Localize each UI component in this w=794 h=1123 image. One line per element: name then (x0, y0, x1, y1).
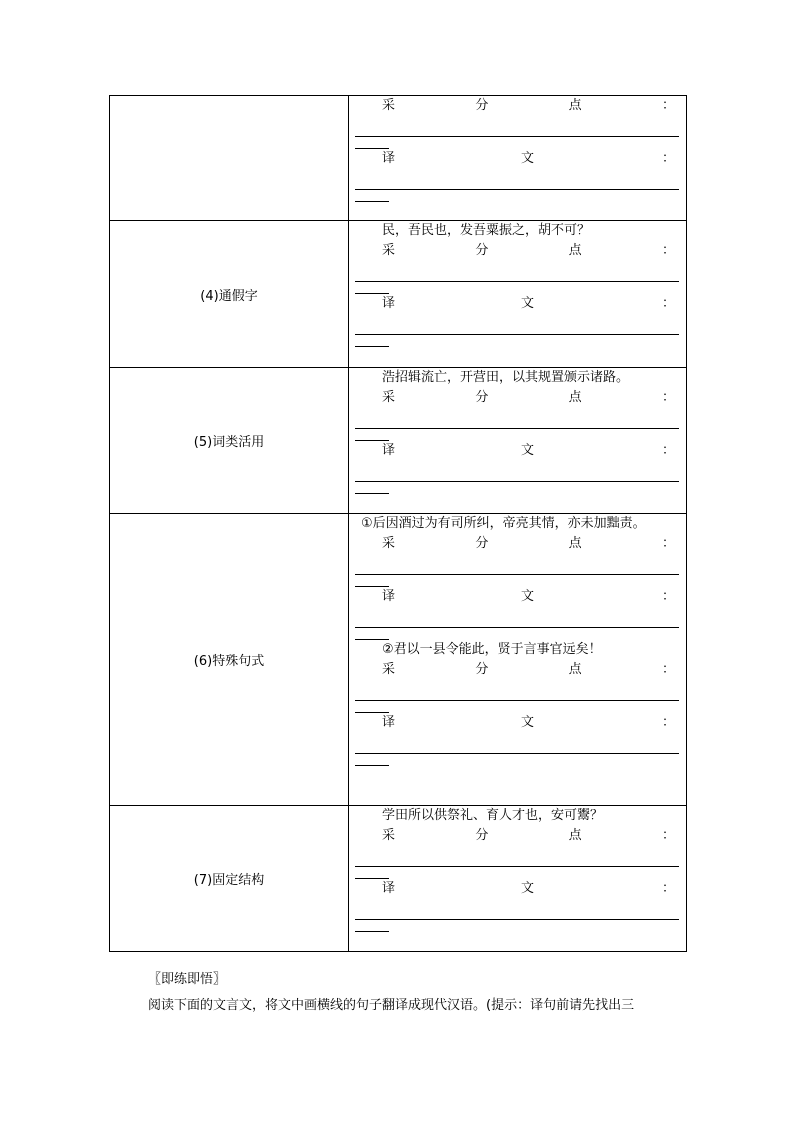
table-row (110, 806, 687, 952)
answer-blank-line[interactable] (355, 680, 679, 701)
source-sentence: 浩招辑流亡，开营田，以其规置颁示诸路。 (382, 370, 630, 385)
scoring-point-prompt: 采 分 点 ： (382, 828, 675, 843)
scoring-point-prompt: 采 分 点 ： (382, 536, 675, 551)
answer-blank-stub[interactable] (355, 335, 389, 347)
answer-blank-line[interactable] (355, 899, 679, 920)
translation-prompt: 译 文 ： (382, 589, 675, 604)
scoring-point-prompt: 采 分 点 ： (382, 662, 675, 677)
source-sentence: ②君以一县令能此，贤于言事官远矣！ (382, 642, 602, 657)
source-sentence: 学田所以供祭礼、育人才也，安可鬻？ (382, 808, 604, 823)
category-label-cell: (7)固定结构 (110, 806, 349, 952)
answer-blank-line[interactable] (355, 314, 679, 335)
exercise-instruction: 阅读下面的文言文，将文中画横线的句子翻译成现代汉语。(提示：译句前请先找出三 (148, 998, 635, 1013)
answer-blank-stub[interactable] (355, 867, 389, 879)
translation-prompt: 译 文 ： (382, 443, 675, 458)
answer-cell (349, 806, 687, 952)
answer-blank-line[interactable] (355, 461, 679, 482)
table-row (110, 221, 687, 368)
answer-blank-stub[interactable] (355, 482, 389, 494)
table-row (110, 368, 687, 514)
answer-cell (349, 514, 687, 806)
answer-blank-stub[interactable] (355, 754, 389, 766)
answer-blank-stub[interactable] (355, 701, 389, 713)
source-sentence: 民，吾民也，发吾粟振之，胡不可？ (382, 223, 591, 238)
answer-blank-line[interactable] (355, 408, 679, 429)
translation-prompt: 译 文 ： (382, 296, 675, 311)
answer-blank-line[interactable] (355, 116, 679, 137)
source-sentence: ①后因酒过为有司所纠，帝亮其情，亦未加黜责。 (361, 516, 646, 531)
answer-blank-line[interactable] (355, 261, 679, 282)
translation-prompt: 译 文 ： (382, 715, 675, 730)
translation-worksheet-table (109, 95, 687, 952)
translation-prompt: 译 文 ： (382, 881, 675, 896)
answer-blank-line[interactable] (355, 554, 679, 575)
category-label-cell (110, 96, 349, 221)
answer-blank-stub[interactable] (355, 282, 389, 294)
answer-blank-stub[interactable] (355, 628, 389, 640)
answer-blank-stub[interactable] (355, 429, 389, 441)
scoring-point-prompt: 采 分 点 ： (382, 390, 675, 405)
answer-cell (349, 368, 687, 514)
answer-blank-stub[interactable] (355, 190, 389, 202)
answer-blank-line[interactable] (355, 846, 679, 867)
answer-blank-line[interactable] (355, 169, 679, 190)
section-title: 〖即练即悟〗 (148, 972, 227, 987)
table-row (110, 96, 687, 221)
scoring-point-prompt: 采 分 点 ： (382, 98, 675, 113)
table-row (110, 514, 687, 806)
category-label-cell: (4)通假字 (110, 221, 349, 368)
answer-blank-stub[interactable] (355, 920, 389, 932)
answer-blank-line[interactable] (355, 607, 679, 628)
answer-blank-stub[interactable] (355, 137, 389, 149)
answer-cell (349, 96, 687, 221)
scoring-point-prompt: 采 分 点 ： (382, 243, 675, 258)
answer-blank-stub[interactable] (355, 575, 389, 587)
category-label-cell: (6)特殊句式 (110, 514, 349, 806)
answer-blank-line[interactable] (355, 733, 679, 754)
answer-cell (349, 221, 687, 368)
translation-prompt: 译 文 ： (382, 151, 675, 166)
category-label-cell: (5)词类活用 (110, 368, 349, 514)
